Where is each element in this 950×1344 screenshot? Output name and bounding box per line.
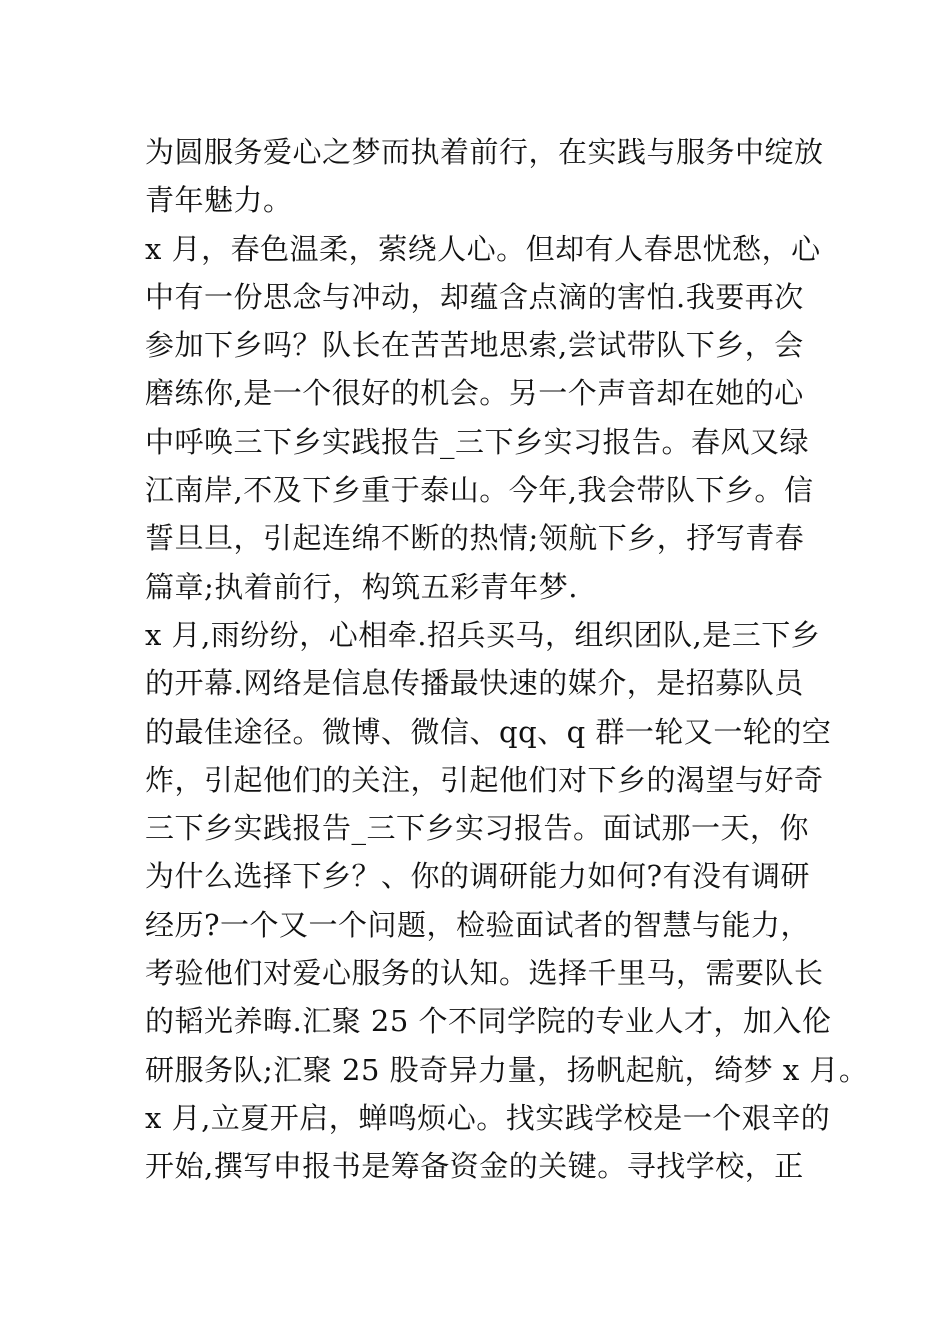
text-line: 开始,撰写申报书是筹备资金的关键。寻找学校，正 xyxy=(145,1149,804,1184)
text-line: 的开幕.网络是信息传播最快速的媒介，是招募队员 xyxy=(145,666,804,701)
text-line: 中呼唤三下乡实践报告_三下乡实习报告。春风又绿 xyxy=(145,424,810,459)
document-body xyxy=(145,128,869,1191)
text-line: 为圆服务爱心之梦而执着前行，在实践与服务中绽放 xyxy=(145,135,824,169)
text-line: 青年魅力。 xyxy=(145,183,293,218)
text-line: 考验他们对爱心服务的认知。选择千里马，需要队长 xyxy=(145,956,824,991)
text-line: 三下乡实践报告_三下乡实习报告。面试那一天，你 xyxy=(145,811,810,846)
text-line: 经历?一个又一个问题，检验面试者的智慧与能力， xyxy=(145,907,811,942)
text-line: 磨练你,是一个很好的机会。另一个声音却在她的心 xyxy=(145,376,804,411)
text-line: x 月，春色温柔，萦绕人心。但却有人春思忧愁，心 xyxy=(145,231,821,266)
text-line: 的韬光养晦.汇聚 25 个不同学院的专业人才，加入伦 xyxy=(145,1004,832,1039)
text-line: 为什么选择下乡？、你的调研能力如何?有没有调研 xyxy=(145,859,811,894)
text-line: 的最佳途径。微博、微信、qq、q 群一轮又一轮的空 xyxy=(145,714,832,749)
text-line: 炸，引起他们的关注，引起他们对下乡的渴望与好奇 xyxy=(145,762,824,797)
text-line: 参加下乡吗？队长在苦苦地思索,尝试带队下乡，会 xyxy=(145,328,804,363)
text-line: x 月,雨纷纷，心相牵.招兵买马，组织团队,是三下乡 xyxy=(145,617,821,652)
text-line: x 月,立夏开启，蝉鸣烦心。找实践学校是一个艰辛的 xyxy=(145,1100,831,1135)
text-line: 篇章;执着前行，构筑五彩青年梦. xyxy=(145,569,578,604)
text-line: 誓旦旦，引起连绵不断的热情;领航下乡，抒写青春 xyxy=(145,521,805,556)
text-line: 江南岸,不及下乡重于泰山。今年,我会带队下乡。信 xyxy=(145,473,814,508)
text-line: 中有一份思念与冲动，却蕴含点滴的害怕.我要再次 xyxy=(145,279,804,314)
text-line: 研服务队;汇聚 25 股奇异力量，扬帆起航，绮梦 x 月。 xyxy=(145,1052,869,1087)
